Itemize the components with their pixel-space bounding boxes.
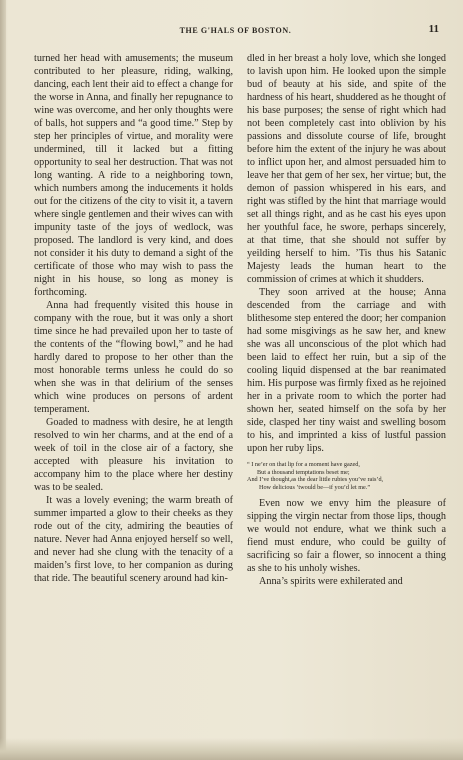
text-columns bbox=[34, 52, 446, 692]
page-bottom-edge bbox=[0, 738, 463, 760]
paragraph: They soon arrived at the house; Anna descended from the carriage and with blithesome step entered the door; her companion had some misgivings as he saw her, and knew she was all unconscious of the plot which had been laid to effect her ruin, but a sip of the cooling liquid dispensed at the bar reanimated him. His purpose was firmly fixed as he rejoined her in a private room to which the porter had shown her, seated himself on the sofa by her side, clasped her tiny waist and swelling bosom to his, and imprinted a kiss of lustful passion upon her ruby lips. bbox=[247, 287, 446, 454]
paragraph: turned her head with amusements; the museum contributed to her pleasure, riding, walking, dancing, each lent their aid to effect a change for the worse in Anna, and finally her repugnance to wine was overcome, and her only thoughts were of balls, hot suppers and “a good time.” Step by step her principles of virtue, and morality were undermined, till it lacked but a fitting opportunity to seal her destruction. That was not long wanting. A ride to a neighboring town, which numbers among the inducements it holds out for the citizens of the city to visit it, a tavern where single gentlemen and their wives can with impunity taste of the joys of wedlock, was proposed. The landlord is very kind, and does not consider it his duty to demand a sight of the certificate of those who may wish to pass the night in his house, so long as money is forthcoming. bbox=[34, 53, 233, 298]
left-column bbox=[34, 52, 233, 692]
verse-line: But a thousand temptations beset me; bbox=[257, 468, 350, 476]
paragraph: Anna had frequently visited this house in company with the roue, but it was only a short time since he had prevailed upon her to taste of the contents of the “flowing bowl,” and he had hardly dared to propose to her other than the most honorable terms unless he could do so when she was in that delirium of the senses which wine produces on persons of ardent temperament. bbox=[34, 300, 233, 415]
paragraph: Anna’s spirits were exhilerated and bbox=[259, 576, 403, 588]
paragraph: Even now we envy him the pleasure of sipping the virgin nectar from those lips, though we would not endure, what we think such a fiend must endure, who could be guilty of sacrificing so fair a flower, so innocent a thing as she to his unholy wishes. bbox=[247, 498, 446, 575]
page-number: 11 bbox=[428, 23, 439, 35]
paragraph: It was a lovely evening; the warm breath of summer imparted a glow to their cheeks as they rode out of the city, admiring the beauties of nature. Never had Anna enjoyed herself so well, and never had she clung with the tenacity of a maiden’s first love, to her companion as during that ride. The beautiful scenery around had kin- bbox=[34, 495, 233, 584]
verse-line: And I’ve thought,as the dear little rubies you’ve rais’d, bbox=[247, 476, 384, 484]
page-header bbox=[28, 23, 443, 42]
verse-line: “ I ne’er on that lip for a moment have gazed, bbox=[247, 461, 360, 468]
paragraph: Goaded to madness with desire, he at length resolved to win her charms, and at the end of a week of toil in the close air of a factory, she accepted with pleasure his invitation to accompany him to the place where her destiny was to be sealed. bbox=[34, 417, 233, 493]
page-gutter bbox=[0, 0, 6, 760]
right-column-lower bbox=[247, 497, 446, 588]
verse-line: How delicious ’twould be—if you’d let me.” bbox=[259, 483, 371, 491]
right-column-upper bbox=[247, 52, 446, 455]
verse-quotation bbox=[247, 461, 446, 491]
running-title: THE G'HALS OF BOSTON. bbox=[179, 26, 292, 35]
paragraph: dled in her breast a holy love, which she longed to lavish upon him. He looked upon the simple bud of beauty at his side, and spite of the hardness of his heart, shuddered as he thought of his base purposes; the sense of right which had not been completely cast into oblivion by his passions and dissolute course of life, brought before him the extent of the injury he was about to inflict upon her, and almost persuaded him to leave her that gem of her sex, her virtue; but, the demon of passion whispered in his ears, and right was stifled by the hint that marriage would set all things right, and as he cast his eyes upon her youthful face, he swore, perhaps sincerely, at that time, that she should not suffer by yeilding herself to him. ’Tis thus his Satanic Majesty leads the human heart to the commission of crimes at which it shudders. bbox=[247, 53, 446, 285]
right-column bbox=[247, 52, 446, 692]
